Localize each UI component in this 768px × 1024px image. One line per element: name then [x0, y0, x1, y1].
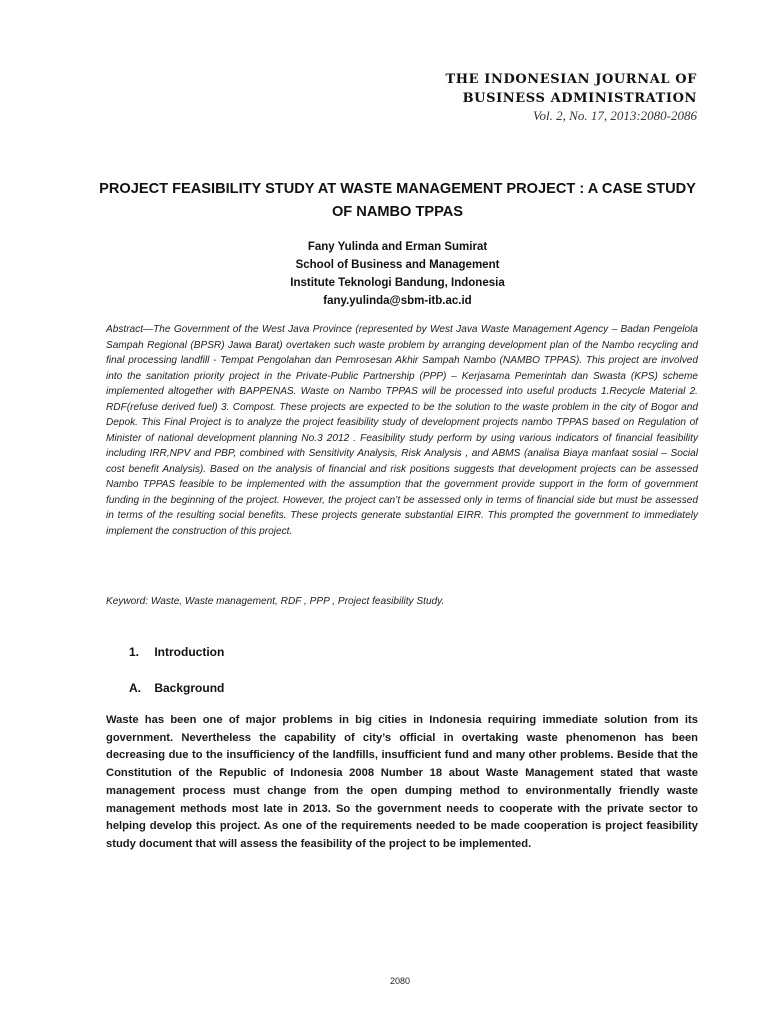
- author-names: Fany Yulinda and Erman Sumirat: [307, 241, 488, 253]
- journal-header: [445, 70, 697, 124]
- journal-volume: Vol. 2, No. 17, 2013:2080-2086: [533, 108, 697, 123]
- journal-title-line1: THE INDONESIAN JOURNAL OF: [445, 72, 697, 87]
- keywords: Keyword: Waste, Waste management, RDF , PPP , Project feasibility Study.: [106, 596, 445, 607]
- author-institute: Institute Teknologi Bandung, Indonesia: [290, 277, 505, 289]
- section-heading-introduction: [129, 644, 224, 660]
- page-number: 2080: [389, 976, 411, 986]
- author-school: School of Business and Management: [295, 259, 500, 271]
- author-email: fany.yulinda@sbm-itb.ac.id: [323, 295, 472, 307]
- background-paragraph: Waste has been one of major problems in big cities in Indonesia requiring immediate solution from its government. Nevertheless the capability of city’s official in overtaking waste phenomenon has been decreasing due to the insufficiency of the landfills, insufficient fund and many other problems. Beside that the Constitution of the Republic of Indonesia 2008 Number 18 about Waste Management stated that waste management process must change from the open dumping method to environmentally friendly waste management methods most late in 2013. So the government needs to cooperate with the private sector to helping develop this project. As one of the requirements needed to be made cooperation is project feasibility study document that will assess the feasibility of the project to be implemented.: [106, 714, 698, 850]
- journal-title-line2: BUSINESS ADMINISTRATION: [462, 91, 697, 106]
- subsection-heading-background: [129, 680, 224, 696]
- subsection-letter: A.: [129, 681, 141, 695]
- author-block: [90, 238, 705, 310]
- section-title: Introduction: [154, 645, 225, 659]
- subsection-title: Background: [154, 681, 225, 695]
- section-number: 1.: [129, 645, 140, 659]
- paper-title: PROJECT FEASIBILITY STUDY AT WASTE MANAGEMENT PROJECT : A CASE STUDY OF NAMBO TPPAS: [99, 181, 696, 220]
- abstract: Abstract—The Government of the West Java Province (represented by West Java Waste Management Agency – Badan Pengelola Sampah Regional (BPSR) Jawa Barat) overtaken such waste problem by arranging development plan of the Nambo recycling and final processing landfill - Tempat Pengolahan dan Pemrosesan Akhir Sampah Nambo (NAMBO TPPAS). This project are involved into the sanitation priority project in the Private-Public Partnership (PPP) – Kerjasama Pemerintah dan Swasta (KPS) scheme implemented altogether with BAPPENAS. Waste on Nambo TPPAS will be processed into useful products 1.Recycle Material 2. RDF(refuse derived fuel) 3. Compost. These projects are expected to be the solution to the waste problem in the city of Bogor and Depok. This Final Project is to analyze the project feasibility study of development projects nambo TPPAS based on Regulation of Minister of national development planning No.3 2012 . Feasibility study perform by using various indicators of financial feasibility including IRR,NPV and PBP, combined with Sensitivity Analysis, Risk Analysis , and ABMS (analisa Biaya manfaat sosial – Social cost benefit Analysis). Based on the analysis of financial and risk positions suggests that development projects can be assessed Nambo TPPAS feasible to be implemented with the assumption that the government provide support in the form of government funding in the beginning of the project. However, the project can’t be assessed only in terms of financial side but must be assessed in terms of the resulting social benefits. These projects generate substantial EIRR. This prompted the government to immediately implement the construction of this project.: [106, 324, 698, 537]
